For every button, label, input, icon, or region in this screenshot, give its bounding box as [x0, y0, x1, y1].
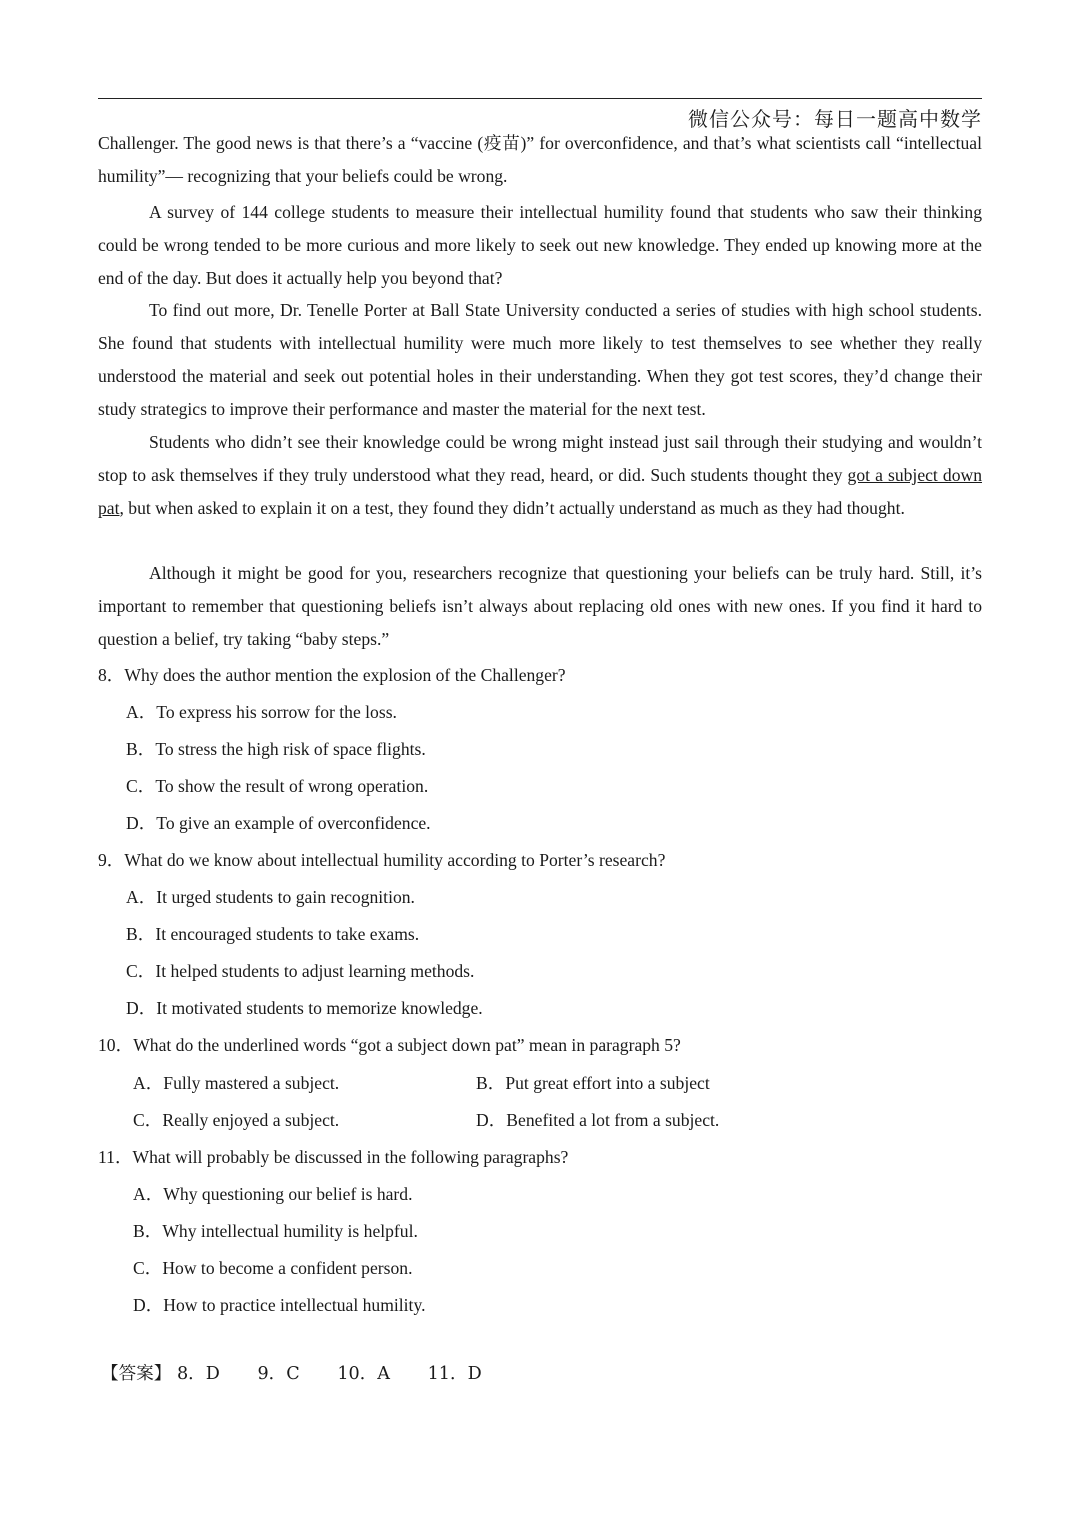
answer-key [101, 1360, 514, 1385]
passage-paragraph-4 [98, 426, 982, 525]
q11-option-a: A．Why questioning our belief is hard. [133, 1184, 413, 1204]
wechat-header: 微信公众号：每日一题高中数学 [688, 107, 982, 131]
answer-10: 10．A [337, 1364, 391, 1384]
q11-option-c: C．How to become a confident person. [133, 1258, 413, 1278]
answer-9: 9．C [257, 1364, 300, 1384]
q9-option-c: C．It helped students to adjust learning methods. [126, 961, 475, 981]
question-11-stem: 11．What will probably be discussed in the following paragraphs? [98, 1147, 569, 1167]
q11-option-b: B．Why intellectual humility is helpful. [133, 1221, 418, 1241]
answer-8: 8．D [176, 1364, 220, 1384]
passage-paragraph-3: To find out more, Dr. Tenelle Porter at Ball State University conducted a series of studies with high school students. She found that students with intellectual humility were much more likely to test themselves to see whether they really understood the material and seek out potential holes in their understanding. When they got test scores, they’d change their study strategics to improve their performance and master the material for the next test. [98, 300, 982, 419]
answer-label: 【答案】 [101, 1364, 172, 1384]
passage-paragraph-5: Although it might be good for you, researchers recognize that questioning your beliefs can be truly hard. Still, it’s important to remember that questioning beliefs isn’t always about replacing old ones with new ones. If you find it hard to question a belief, try taking “baby steps.” [98, 563, 982, 649]
q8-option-b: B．To stress the high risk of space flights. [126, 739, 426, 759]
q10-option-d: D．Benefited a lot from a subject. [476, 1110, 720, 1130]
q9-option-a: A．It urged students to gain recognition. [126, 887, 415, 907]
q10-option-b: B．Put great effort into a subject [476, 1073, 710, 1093]
q8-option-d: D．To give an example of overconfidence. [126, 813, 431, 833]
p4-text-before: Students who didn’t see their knowledge could be wrong might instead just sail through their studying and wouldn’t stop to ask themselves if they truly understood what they read, heard, or did. Such students thought they [98, 432, 982, 485]
answer-11: 11．D [427, 1364, 482, 1384]
underlined-phrase: got a subject down pat [98, 465, 982, 518]
p4-text-after: , but when asked to explain it on a test, they found they didn’t actually understand as much as they had thought. [119, 498, 905, 518]
q8-option-a: A．To express his sorrow for the loss. [126, 702, 397, 722]
q10-option-a: A．Fully mastered a subject. [133, 1073, 340, 1093]
q10-option-c: C．Really enjoyed a subject. [133, 1110, 340, 1130]
q9-option-d: D．It motivated students to memorize knowledge. [126, 998, 483, 1018]
question-8-stem: 8．Why does the author mention the explosion of the Challenger? [98, 665, 566, 685]
q11-option-d: D．How to practice intellectual humility. [133, 1295, 426, 1315]
q8-option-c: C．To show the result of wrong operation. [126, 776, 429, 796]
q9-option-b: B．It encouraged students to take exams. [126, 924, 420, 944]
passage-paragraph-1: Challenger. The good news is that there’s a “vaccine (疫苗)” for overconfidence, and that’s what scientists call “intellectual humility”— recognizing that your beliefs could be wrong. [98, 133, 982, 186]
question-9-stem: 9．What do we know about intellectual humility according to Porter’s research? [98, 850, 666, 870]
question-10-stem: 10．What do the underlined words “got a subject down pat” mean in paragraph 5? [98, 1035, 681, 1055]
header-rule [98, 98, 982, 99]
passage-paragraph-2: A survey of 144 college students to measure their intellectual humility found that students who saw their thinking could be wrong tended to be more curious and more likely to seek out new knowledge. They ended up knowing more at the end of the day. But does it actually help you beyond that? [98, 202, 982, 288]
